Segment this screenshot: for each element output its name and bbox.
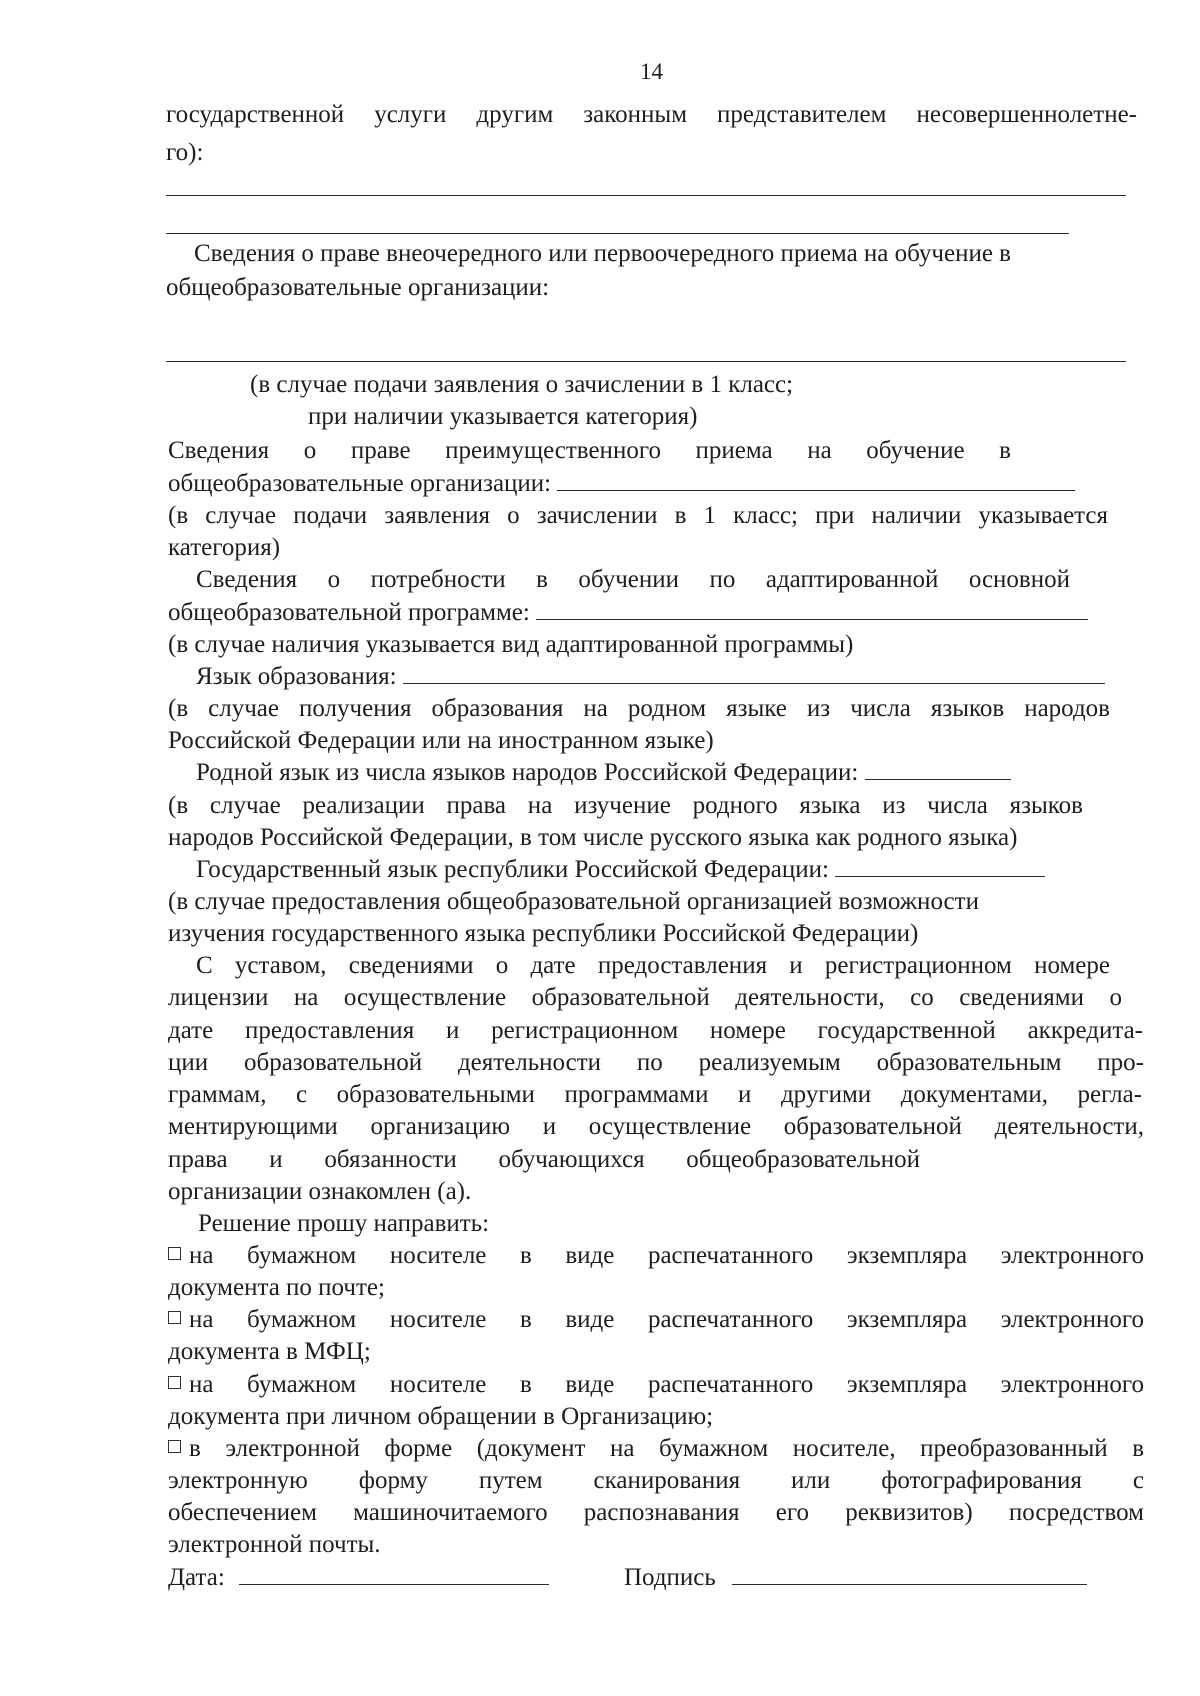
paragraph-line: С уставом, сведениями о дате предоставления и регистрационном номере [196,952,1110,979]
date-label: Дата: [168,1564,225,1591]
section-heading [196,564,1070,596]
representative-blank-2[interactable] [166,233,1069,234]
option-label: в электронной форме (документ на бумажном носителе, преобразованный в [189,1435,1144,1462]
section-heading: Сведения о праве внеочередного или первоочередного приема на обучение в [194,240,1011,267]
option-continuation [168,1465,1144,1497]
representative-blank-1[interactable] [166,195,1126,196]
word: и [269,1146,283,1173]
field-hint: изучения государственного языка республики Российской Федерации) [168,920,919,947]
word: на [807,437,832,464]
option-continuation: электронной почты. [168,1531,381,1558]
word: преимущественного [445,437,661,464]
delivery-option-email[interactable] [168,1433,1144,1465]
word: потребности [370,566,506,593]
field-label: Родной язык из числа языков народов Российской Федерации: [196,759,859,786]
option-continuation: документа по почте; [168,1274,385,1301]
checkbox[interactable] [168,1376,181,1389]
word: о [327,566,341,593]
word: праве [350,437,411,464]
text-line [168,468,1075,500]
paragraph-line: ции образовательной деятельности по реализуемым образовательным про- [168,1049,1144,1076]
field-label: общеобразовательные организации: [168,470,552,497]
word: о [303,437,317,464]
education-language-field[interactable] [403,661,1105,684]
field-hint: (в случае наличия указывается вид адаптированной программы) [168,631,854,658]
word: Сведения [168,437,270,464]
option-continuation: документа в МФЦ; [168,1338,371,1365]
preferential-admission-field[interactable] [557,468,1075,491]
paragraph-line: граммам, с образовательными программами и другими документами, регла- [168,1081,1142,1108]
word: или [791,1467,831,1494]
signature-label: Подпись [624,1564,716,1591]
text-line: государственной услуги другим законным представителем несовершеннолетне- [166,101,1137,128]
text-line [196,661,1105,693]
option-continuation: документа при личном обращении в Организацию; [168,1403,714,1430]
field-label: Язык образования: [196,663,397,690]
field-hint: народов Российской Федерации, в том числе русского языка как родного языка) [168,824,1018,851]
section-heading [168,435,1011,467]
date-field[interactable] [239,1562,549,1585]
word: форму [358,1467,428,1494]
priority-admission-field[interactable] [166,361,1126,362]
section-heading: Решение прошу направить: [198,1210,490,1237]
field-hint: (в случае реализации права на изучение родного языка из числа языков [168,792,1083,819]
option-label: на бумажном носителе в виде распечатанного экземпляра электронного [189,1242,1144,1269]
field-hint: категория) [168,534,281,561]
paragraph-line: дате предоставления и регистрационном номере государственной аккредита- [168,1017,1143,1044]
date-row [168,1562,549,1594]
delivery-option-mfc[interactable] [168,1304,1144,1336]
paragraph-line: лицензии на осуществление образовательной деятельности, со сведениями о [168,984,1122,1011]
native-language-field[interactable] [865,757,1011,780]
text-line [196,854,1045,886]
adapted-program-field[interactable] [536,597,1088,620]
field-hint: (в случае подачи заявления о зачислении в 1 класс; [250,371,794,398]
checkbox[interactable] [168,1247,181,1260]
field-hint: (в случае получения образования на родном языке из числа языков народов [168,695,1110,722]
word: в [999,437,1011,464]
word: общеобразовательной [686,1146,920,1173]
text-line [168,597,1088,629]
word: приема [695,437,773,464]
republic-language-field[interactable] [835,854,1045,877]
word: Сведения [196,566,298,593]
signature-row [624,1562,1087,1594]
field-hint: (в случае подачи заявления о зачислении в 1 класс; при наличии указывается [168,502,1108,529]
paragraph-line [168,1144,920,1176]
word: основной [968,566,1070,593]
word: фотографирования [881,1467,1082,1494]
word: адаптированной [765,566,939,593]
text-line: общеобразовательные организации: [166,274,550,301]
word: обязанности [324,1146,457,1173]
word: с [1132,1467,1144,1494]
word: обучение [866,437,965,464]
checkbox[interactable] [168,1311,181,1324]
page-number: 14 [640,59,663,84]
signature-field[interactable] [732,1562,1087,1585]
field-label: Государственный язык республики Российской Федерации: [196,856,829,883]
checkbox[interactable] [168,1440,181,1453]
field-label: общеобразовательной программе: [168,599,530,626]
text-line: го): [166,139,204,166]
word: путем [478,1467,543,1494]
option-label: на бумажном носителе в виде распечатанного экземпляра электронного [189,1371,1144,1398]
word: обучающихся [498,1146,645,1173]
field-hint: (в случае предоставления общеобразовательной организацией возможности [168,888,979,915]
field-hint: Российской Федерации или на иностранном языке) [168,727,714,754]
word: по [709,566,736,593]
option-continuation: обеспечением машиночитаемого распознавания его реквизитов) посредством [168,1499,1144,1526]
delivery-option-post[interactable] [168,1240,1144,1272]
word: в [536,566,548,593]
paragraph-line: ментирующими организацию и осуществление образовательной деятельности, [168,1113,1144,1140]
word: права [168,1146,228,1173]
paragraph-line: организации ознакомлен (а). [168,1178,472,1205]
field-hint: при наличии указывается категория) [308,403,698,430]
text-line [196,757,1011,789]
word: сканирования [593,1467,741,1494]
option-label: на бумажном носителе в виде распечатанного экземпляра электронного [189,1306,1144,1333]
delivery-option-in-person[interactable] [168,1369,1144,1401]
word: обучении [578,566,679,593]
word: электронную [168,1467,308,1494]
